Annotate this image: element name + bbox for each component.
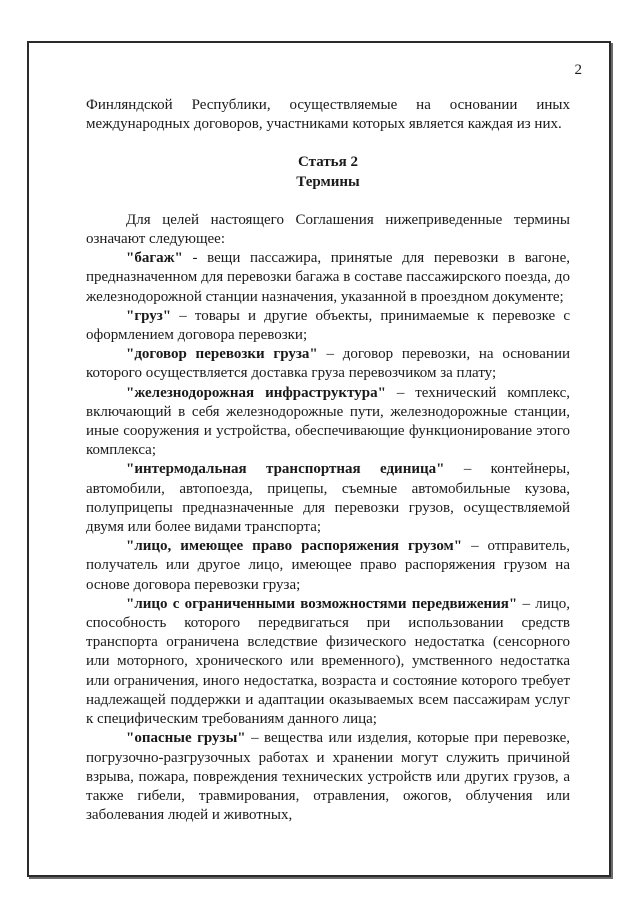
term-text: – товары и другие объекты, принимаемые к перевозке с оформлением договора перевозки; [86, 307, 570, 344]
term-definition-cargo-contract [86, 345, 570, 383]
article-title: Термины [296, 173, 360, 190]
term-text: – технический комплекс, включающий в себя железнодорожные пути, железнодорожные станции, иные сооружения и устройства, обеспечивающие функционирование этого комплекса; [86, 384, 570, 459]
term-text: – вещества или изделия, которые при перевозке, погрузочно-разгрузочных работах и хранении могут служить причиной взрыва, пожара, повреждения технических устройств или других грузов, а также гибели, травмирования, отравления, ожогов, облучения или заболевания людей и животных, [86, 730, 570, 824]
term-text: - вещи пассажира, принятые для перевозки в вагоне, предназначенном для перевозки багажа в составе пассажирского поезда, до железнодорожной станции назначения, указанной в проездном документе; [86, 250, 570, 305]
term-name: "груз" [126, 307, 172, 324]
term-definition-railway-infrastructure [86, 384, 570, 461]
term-definition-reduced-mobility [86, 595, 570, 729]
term-name: "багаж" [126, 250, 183, 267]
term-name: "лицо, имеющее право распоряжения грузом" [126, 538, 463, 555]
document-body [86, 96, 570, 825]
term-definition-cargo-disposer [86, 537, 570, 595]
term-definition-baggage [86, 249, 570, 307]
term-definition-cargo [86, 307, 570, 345]
article-number: Статья 2 [298, 154, 358, 171]
intro-paragraph: Финляндской Республики, осуществляемые на основании иных международных договоров, участниками которых является каждая из них. [86, 97, 570, 133]
term-definition-intermodal-unit [86, 460, 570, 537]
term-text: – отправитель, получатель или другое лицо, имеющее право распоряжения грузом на основе договора перевозки груза; [86, 538, 570, 593]
section-spacer [86, 192, 570, 211]
term-name: "интермодальная транспортная единица" [126, 461, 445, 478]
term-name: "опасные грузы" [126, 730, 246, 747]
term-definition-dangerous-goods [86, 729, 570, 825]
lead-paragraph: Для целей настоящего Соглашения нижеприведенные термины означают следующее: [86, 211, 570, 248]
term-text: – договор перевозки, на основании которого осуществляется доставка груза перевозчиком за плату; [86, 346, 571, 382]
term-text: – контейнеры, автомобили, автопоезда, прицепы, съемные автомобильные кузова, полуприцепы предназначенные для перевозки грузов, осуществляемой двумя или более видами транспорта; [86, 461, 570, 536]
term-name: "договор перевозки груза" [126, 346, 318, 363]
term-name: "железнодорожная инфраструктура" [126, 384, 386, 401]
term-text: – лицо, способность которого передвигаться при использовании средств транспорта ограничена вследствие физического недостатка (сенсорного или моторного, хронического или временного), умственного недостатка или ограничения, иного недостатка, возраста и состояние которого требует надлежащей поддержки и адаптации оказываемых всем пассажирам услуг к специфическим требованиям данного лица; [86, 595, 570, 728]
page-number: 2 [574, 62, 582, 78]
term-name: "лицо с ограниченными возможностями передвижения" [126, 595, 518, 612]
